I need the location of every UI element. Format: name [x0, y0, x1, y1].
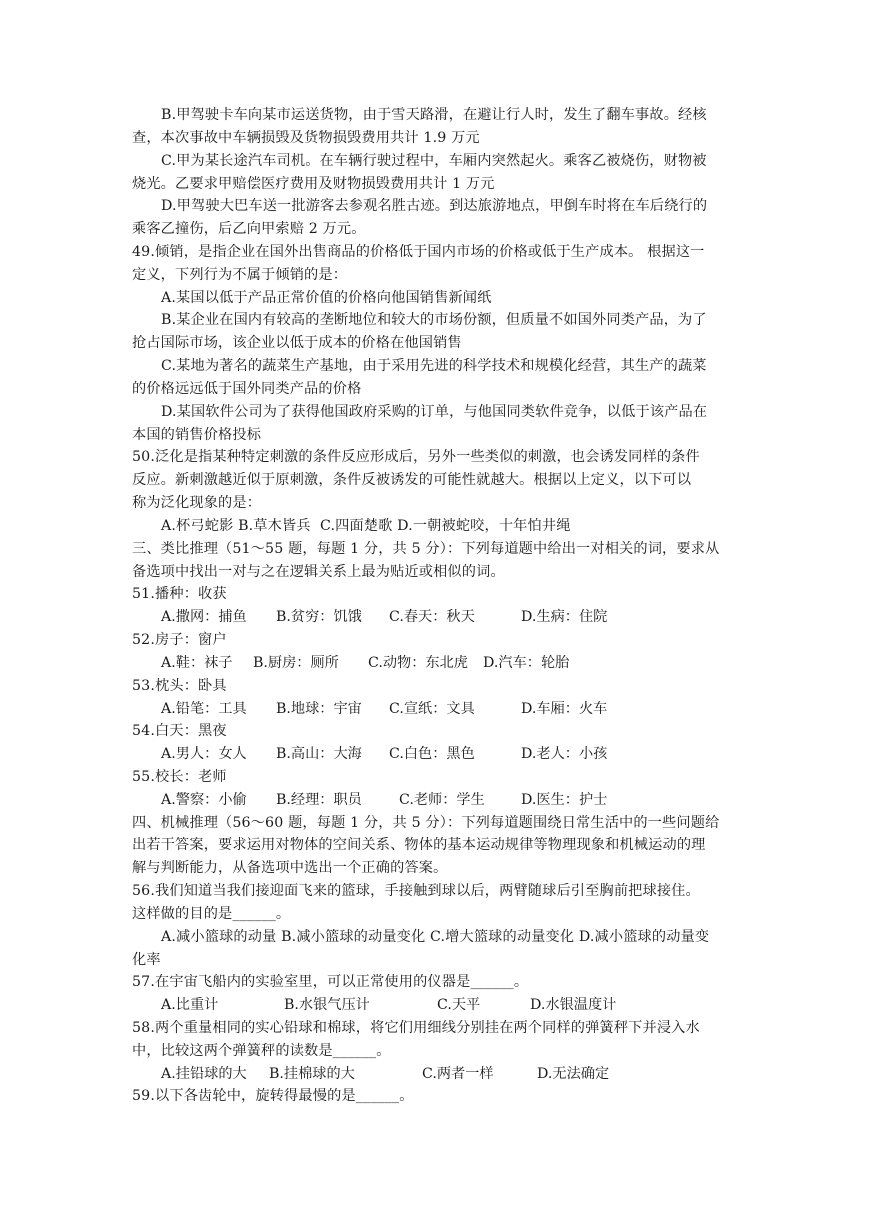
q55-option-b: B.经理：职员 — [276, 792, 362, 808]
q57-option-c: C.天平 — [437, 997, 481, 1013]
q56-stem-line2: 这样做的目的是______。 — [132, 906, 291, 922]
q49-option-a: A.某国以低于产品正常价值的价格向他国销售新闻纸 — [161, 290, 492, 306]
section3-heading-line2: 备选项中找出一对与之在逻辑关系上最为贴近或相似的词。 — [132, 564, 505, 580]
q53-option-c: C.宣纸：文具 — [389, 701, 475, 717]
q57-option-d: D.水银温度计 — [530, 997, 617, 1013]
q53-stem: 53.枕头：卧具 — [132, 678, 227, 694]
q48-option-c-line2: 烧光。乙要求甲赔偿医疗费用及财物损毁费用共计 1 万元 — [132, 176, 495, 192]
q55-option-a: A.警察：小偷 — [161, 792, 247, 808]
q58-option-a: A.挂铅球的大 — [161, 1066, 247, 1082]
q58-option-c: C.两者一样 — [422, 1066, 494, 1082]
q58-stem-line1: 58.两个重量相同的实心铅球和棉球，将它们用细线分别挂在两个同样的弹簧秤下并浸入水 — [132, 1020, 700, 1036]
q49-option-c-line2: 的价格远远低于国外同类产品的价格 — [132, 381, 362, 397]
q54-option-b: B.高山：大海 — [276, 746, 362, 762]
q52-option-d: D.汽车：轮胎 — [483, 655, 570, 671]
q49-stem-line1: 49.倾销，是指企业在国外出售商品的价格低于国内市场的价格或低于生产成本。 根据这一 — [132, 244, 705, 260]
q48-option-c-line1: C.甲为某长途汽车司机。在车辆行驶过程中，车厢内突然起火。乘客乙被烧伤，财物被 — [161, 153, 707, 169]
q52-option-a: A.鞋：袜子 — [161, 655, 233, 671]
section4-heading-line1: 四、机械推理（56～60 题，每题 1 分，共 5 分）：下列每道题围绕日常生活中的一些问题给 — [132, 815, 720, 831]
q51-option-c: C.春天：秋天 — [389, 609, 475, 625]
q49-option-b-line2: 抢占国际市场，该企业以低于成本的价格在他国销售 — [132, 335, 462, 351]
q55-option-c: C.老师：学生 — [399, 792, 485, 808]
q58-option-d: D.无法确定 — [537, 1066, 610, 1082]
q53-option-b: B.地球：宇宙 — [276, 701, 362, 717]
q51-option-b: B.贫穷：饥饿 — [276, 609, 362, 625]
q55-option-d: D.医生：护士 — [521, 792, 608, 808]
q49-option-d-line1: D.某国软件公司为了获得他国政府采购的订单，与他国同类软件竞争，以低于该产品在 — [161, 404, 708, 420]
q50-stem-line1: 50.泛化是指某种特定刺激的条件反应形成后，另外一些类似的刺激，也会诱发同样的条件 — [132, 449, 700, 465]
q49-stem-line2: 定义，下列行为不属于倾销的是： — [132, 267, 348, 283]
q49-option-d-line2: 本国的销售价格投标 — [132, 427, 262, 443]
q48-option-b-line2: 查，本次事故中车辆损毁及货物损毁费用共计 1.9 万元 — [132, 130, 480, 146]
q53-option-d: D.车厢：火车 — [521, 701, 608, 717]
q54-option-a: A.男人：女人 — [161, 746, 247, 762]
q50-stem-line2: 反应。新刺激越近似于原刺激，条件反被诱发的可能性就越大。根据以上定义，以下可以 — [132, 472, 692, 488]
q50-options: A.杯弓蛇影 B.草木皆兵 C.四面楚歌 D.一朝被蛇咬，十年怕井绳 — [161, 518, 571, 534]
q50-stem-line3: 称为泛化现象的是： — [132, 495, 262, 511]
q51-option-a: A.撒网：捕鱼 — [161, 609, 247, 625]
q57-stem: 57.在宇宙飞船内的实验室里，可以正常使用的仪器是______。 — [132, 974, 529, 990]
q52-stem: 52.房子：窗户 — [132, 632, 227, 648]
q51-stem: 51.播种：收获 — [132, 586, 227, 602]
q56-stem-line1: 56.我们知道当我们接迎面飞来的篮球，手接触到球以后，两臂随球后引至胸前把球接住。 — [132, 883, 700, 899]
q58-stem-line2: 中，比较这两个弹簧秤的读数是______。 — [132, 1043, 391, 1059]
q58-option-b: B.挂棉球的大 — [269, 1066, 355, 1082]
section4-heading-line2: 出若干答案，要求运用对物体的空间关系、物体的基本运动规律等物理现象和机械运动的理 — [132, 837, 706, 853]
q49-option-c-line1: C.某地为著名的蔬菜生产基地，由于采用先进的科学技术和规模化经营，其生产的蔬菜 — [161, 358, 707, 374]
q57-option-a: A.比重计 — [161, 997, 219, 1013]
q48-option-d-line1: D.甲驾驶大巴车送一批游客去参观名胜古迹。到达旅游地点，甲倒车时将在车后绕行的 — [161, 198, 708, 214]
q49-option-b-line1: B.某企业在国内有较高的垄断地位和较大的市场份额，但质量不如国外同类产品，为了 — [161, 312, 707, 328]
section3-heading-line1: 三、类比推理（51～55 题，每题 1 分，共 5 分）：下列每道题中给出一对相关的词，要求从 — [132, 541, 720, 557]
section4-heading-line3: 解与判断能力，从备选项中选出一个正确的答案。 — [132, 860, 448, 876]
q56-options-line1: A.减小篮球的动量 B.减小篮球的动量变化 C.增大篮球的动量变化 D.减小篮球的动量变 — [161, 929, 710, 945]
q52-option-c: C.动物：东北虎 — [368, 655, 468, 671]
q48-option-d-line2: 乘客乙撞伤，后乙向甲索赔 2 万元。 — [132, 221, 366, 237]
q54-stem: 54.白天：黑夜 — [132, 723, 227, 739]
q51-option-d: D.生病：住院 — [521, 609, 608, 625]
q59-stem: 59.以下各齿轮中，旋转得最慢的是______。 — [132, 1088, 414, 1104]
q53-option-a: A.铅笔：工具 — [161, 701, 247, 717]
q54-option-c: C.白色：黑色 — [389, 746, 475, 762]
q54-option-d: D.老人：小孩 — [521, 746, 608, 762]
q48-option-b-line1: B.甲驾驶卡车向某市运送货物，由于雪天路滑，在避让行人时，发生了翻车事故。经核 — [161, 107, 707, 123]
q55-stem: 55.校长：老师 — [132, 769, 227, 785]
q57-option-b: B.水银气压计 — [284, 997, 370, 1013]
q56-options-line2: 化率 — [132, 952, 161, 968]
q52-option-b: B.厨房：厕所 — [253, 655, 339, 671]
